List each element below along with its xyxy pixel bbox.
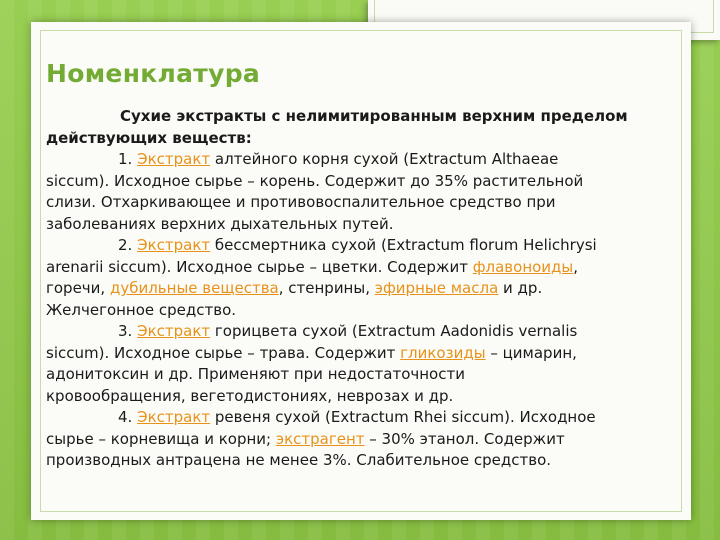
- flavonoids-link[interactable]: флавоноиды: [472, 257, 574, 276]
- content-panel: [31, 22, 691, 520]
- item2-line-1: 2. Экстракт бессмертника сухой (Extractum florum Helichrysi: [118, 236, 597, 254]
- extractant-link[interactable]: экстрагент: [275, 429, 365, 448]
- item3-line-3: адонитоксин и др. Применяют при недостаточности: [46, 365, 465, 383]
- item4-line-1: 4. Экстракт ревеня сухой (Extractum Rhei siccum). Исходное: [118, 408, 596, 426]
- item4-line-3: производных антрацена не менее 3%. Слабительное средство.: [46, 451, 552, 469]
- item2-line-2: arenarii siccum). Исходное сырье – цветки. Содержит флавоноиды,: [46, 257, 579, 276]
- extract-link-2[interactable]: Экстракт: [137, 236, 211, 254]
- item3-line-2: siccum). Исходное сырье – трава. Содержит гликозиды – цимарин,: [46, 343, 577, 362]
- item3-line-1: 3. Экстракт горицвета сухой (Extractum Aadonidis vernalis: [118, 322, 578, 340]
- item1-line-1: 1. Экстракт алтейного корня сухой (Extractum Althaeae: [118, 150, 559, 168]
- extract-link-3[interactable]: Экстракт: [137, 322, 211, 340]
- extract-link-4[interactable]: Экстракт: [137, 408, 211, 426]
- item2-line-3: горечи, дубильные вещества, стенрины, эфирные масла и др.: [46, 279, 543, 297]
- item2-line-4: Желчегонное средство.: [46, 300, 237, 319]
- tannins-link[interactable]: дубильные вещества: [109, 279, 279, 297]
- item1-line-3: слизи. Отхаркивающее и противовоспалительное средство при: [46, 193, 556, 211]
- slide-body: [46, 106, 676, 472]
- essential-oils-link[interactable]: эфирные масла: [374, 279, 499, 297]
- item1-line-2: siccum). Исходное сырье – корень. Содержит до 35% растительной: [46, 171, 584, 190]
- intro-line-2: действующих веществ:: [46, 128, 252, 147]
- intro-line-1: Сухие экстракты с нелимитированным верхним пределом: [120, 107, 628, 125]
- item1-line-4: заболеваниях верхних дыхательных путей.: [46, 214, 394, 233]
- glycosides-link[interactable]: гликозиды: [400, 343, 486, 362]
- item4-line-2: сырье – корневища и корни; экстрагент – 30% этанол. Содержит: [46, 429, 565, 448]
- extract-link-1[interactable]: Экстракт: [137, 150, 211, 168]
- slide-title: Номенклатура: [46, 59, 261, 88]
- item3-line-4: кровообращения, вегетодистониях, неврозах и др.: [46, 386, 454, 405]
